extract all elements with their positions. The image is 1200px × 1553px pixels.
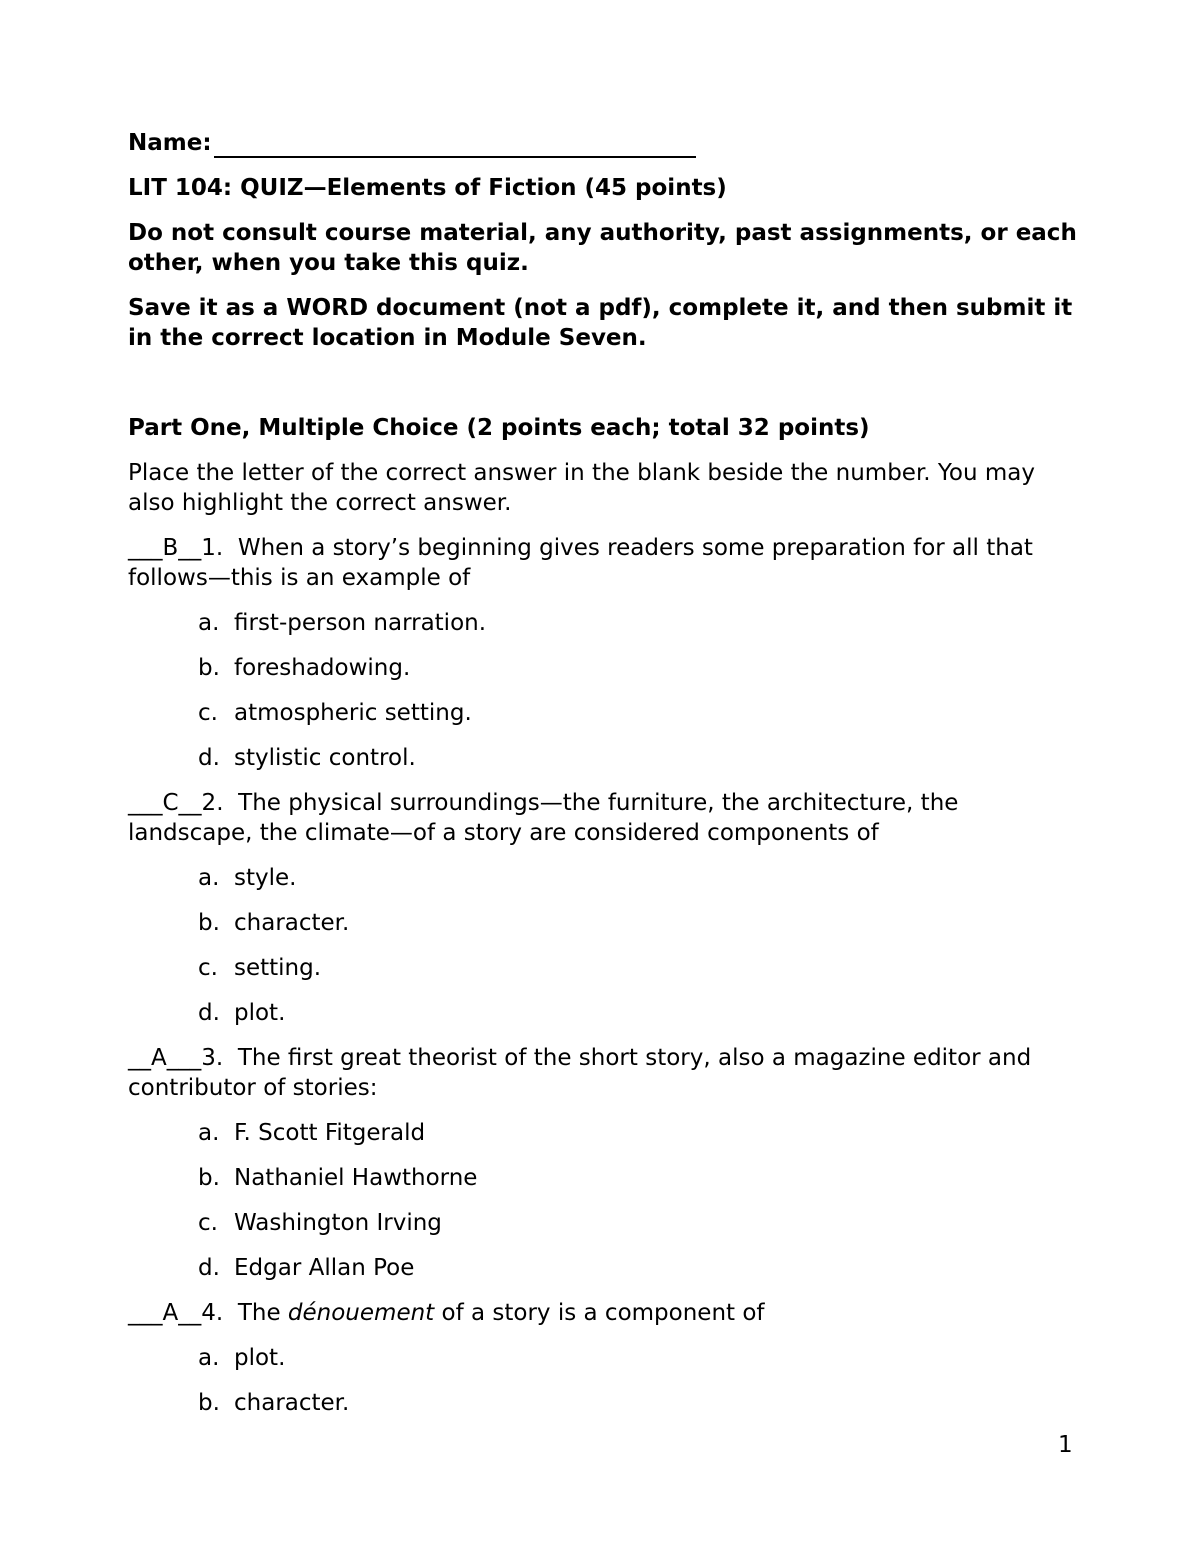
option-c[interactable] [128,698,1088,728]
option-text: style. [234,865,297,891]
option-list [128,1343,1088,1418]
option-text: setting. [234,955,322,981]
instruction-no-consult: Do not consult course material, any authority, past assignments, or each other, when you take this quiz. [128,220,1077,276]
option-text: stylistic control. [234,745,416,771]
option-text: foreshadowing. [234,655,411,681]
answer-blank[interactable]: ___A__4. [128,1300,224,1326]
option-list [128,863,1088,1028]
option-d[interactable] [128,1253,1088,1283]
instruction-save-submit: Save it as a WORD document (not a pdf), complete it, and then submit it in the correct location in Module Seven. [128,295,1073,351]
question-stem [128,1043,1088,1103]
option-text: character. [234,1390,350,1416]
document-body [128,128,1088,1418]
option-text: Washington Irving [234,1210,442,1236]
option-a[interactable] [128,863,1088,893]
option-c[interactable] [128,1208,1088,1238]
option-b[interactable] [128,653,1088,683]
option-list [128,1118,1088,1283]
option-letter: d. [198,745,220,771]
option-letter: a. [198,1345,220,1371]
option-text: Nathaniel Hawthorne [234,1165,478,1191]
option-c[interactable] [128,953,1088,983]
question-italic-term: dénouement [287,1300,435,1326]
question-2 [128,788,1088,1028]
option-letter: d. [198,1000,220,1026]
option-a[interactable] [128,1118,1088,1148]
option-list [128,608,1088,773]
option-text: F. Scott Fitgerald [234,1120,426,1146]
option-text: atmospheric setting. [234,700,472,726]
option-letter: a. [198,610,220,636]
option-letter: c. [198,1210,218,1236]
option-letter: d. [198,1255,220,1281]
name-field [128,128,1088,158]
option-text: Edgar Allan Poe [234,1255,415,1281]
part-one-heading: Part One, Multiple Choice (2 points each; total 32 points) [128,415,870,441]
option-d[interactable] [128,743,1088,773]
question-stem [128,533,1088,593]
answer-blank[interactable]: ___C__2. [128,790,224,816]
quiz-title: LIT 104: QUIZ—Elements of Fiction (45 points) [128,175,727,201]
option-a[interactable] [128,1343,1088,1373]
option-letter: b. [198,910,220,936]
page-number: 1 [1058,1432,1073,1458]
option-letter: a. [198,865,220,891]
option-text: plot. [234,1000,286,1026]
question-1 [128,533,1088,773]
question-stem [128,788,1088,848]
option-letter: c. [198,700,218,726]
option-d[interactable] [128,998,1088,1028]
option-b[interactable] [128,1163,1088,1193]
answer-blank[interactable]: __A___3. [128,1045,224,1071]
question-text: The physical surroundings—the furniture, the architecture, the landscape, the climate—of a story are considered components of [128,790,959,846]
option-letter: b. [198,655,220,681]
question-text: The first great theorist of the short story, also a magazine editor and contributor of stories: [128,1045,1032,1101]
option-text: character. [234,910,350,936]
option-letter: c. [198,955,218,981]
option-letter: b. [198,1165,220,1191]
option-a[interactable] [128,608,1088,638]
option-letter: b. [198,1390,220,1416]
question-text-end: of a story is a component of [434,1300,765,1326]
question-3 [128,1043,1088,1283]
option-b[interactable] [128,908,1088,938]
question-text: When a story’s beginning gives readers some preparation for all that follows—this is an example of [128,535,1033,591]
question-4 [128,1298,1088,1418]
name-label: Name: [128,130,212,156]
part-one-directions: Place the letter of the correct answer in the blank beside the number. You may also highlight the correct answer. [128,460,1035,516]
answer-blank[interactable]: ___B__1. [128,535,224,561]
option-text: first-person narration. [234,610,487,636]
option-b[interactable] [128,1388,1088,1418]
name-blank-line[interactable] [214,132,696,158]
option-text: plot. [234,1345,286,1371]
question-stem [128,1298,1088,1328]
option-letter: a. [198,1120,220,1146]
question-text: The [237,1300,288,1326]
